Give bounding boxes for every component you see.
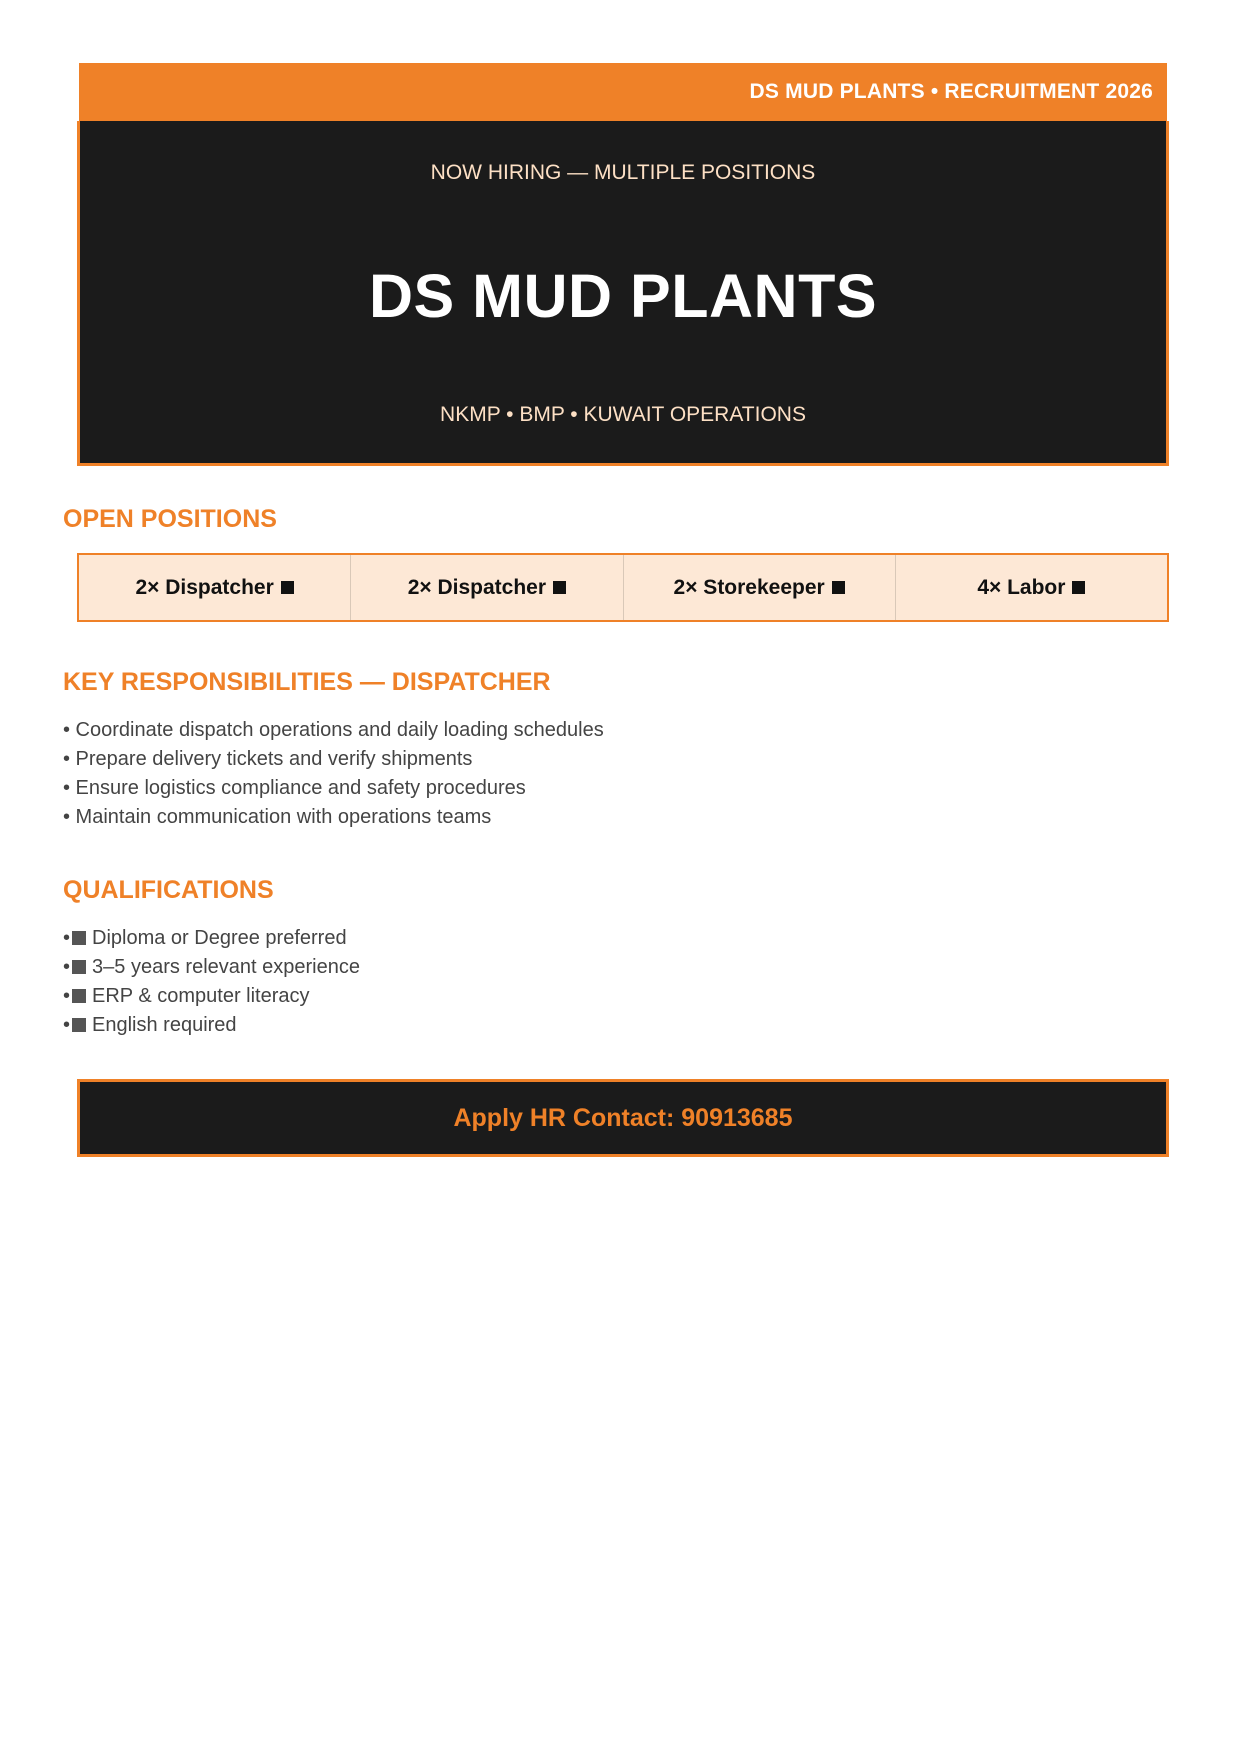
qualification-text: 3–5 years relevant experience <box>92 956 360 978</box>
qualification-text: English required <box>92 1014 237 1036</box>
qualification-text: Diploma or Degree preferred <box>92 927 347 949</box>
square-icon <box>553 581 566 594</box>
position-cell <box>896 555 1167 620</box>
list-item: • English required <box>63 1014 237 1036</box>
responsibilities-list <box>63 716 604 832</box>
contact-banner <box>77 1079 1169 1157</box>
list-item: • ERP & computer literacy <box>63 985 310 1007</box>
hero-kicker: NOW HIRING — MULTIPLE POSITIONS <box>430 161 816 184</box>
position-label: 2× Dispatcher <box>407 575 547 599</box>
position-label: 4× Labor <box>977 575 1066 599</box>
square-bullet-icon <box>72 960 86 974</box>
hero-title: DS MUD PLANTS <box>368 262 878 330</box>
responsibilities-heading: KEY RESPONSIBILITIES — DISPATCHER <box>63 668 551 696</box>
square-icon <box>832 581 845 594</box>
position-label: 2× Storekeeper <box>673 575 825 599</box>
square-bullet-icon <box>72 1018 86 1032</box>
list-item: • Diploma or Degree preferred <box>63 927 347 949</box>
hero-banner <box>77 121 1169 466</box>
top-band <box>79 63 1167 121</box>
qualifications-heading: QUALIFICATIONS <box>63 876 274 904</box>
list-item: • 3–5 years relevant experience <box>63 956 360 978</box>
band-title: DS MUD PLANTS • RECRUITMENT 2026 <box>749 80 1153 103</box>
position-cell <box>624 555 896 620</box>
list-item: • Coordinate dispatch operations and daily loading schedules <box>63 719 604 741</box>
list-item: • Maintain communication with operations teams <box>63 806 492 828</box>
qualifications-list <box>63 924 360 1040</box>
position-cell <box>79 555 351 620</box>
open-positions-heading: OPEN POSITIONS <box>63 505 277 533</box>
hr-contact: Apply HR Contact: 90913685 <box>453 1103 793 1132</box>
position-label: 2× Dispatcher <box>135 575 274 599</box>
square-bullet-icon <box>72 989 86 1003</box>
list-item: • Prepare delivery tickets and verify shipments <box>63 748 473 770</box>
square-bullet-icon <box>72 931 86 945</box>
position-cell <box>351 555 623 620</box>
square-icon <box>281 581 294 594</box>
hero-subtitle: NKMP • BMP • KUWAIT OPERATIONS <box>440 403 806 426</box>
positions-table <box>77 553 1169 622</box>
square-icon <box>1072 581 1085 594</box>
qualification-text: ERP & computer literacy <box>92 985 310 1007</box>
list-item: • Ensure logistics compliance and safety procedures <box>63 777 526 799</box>
